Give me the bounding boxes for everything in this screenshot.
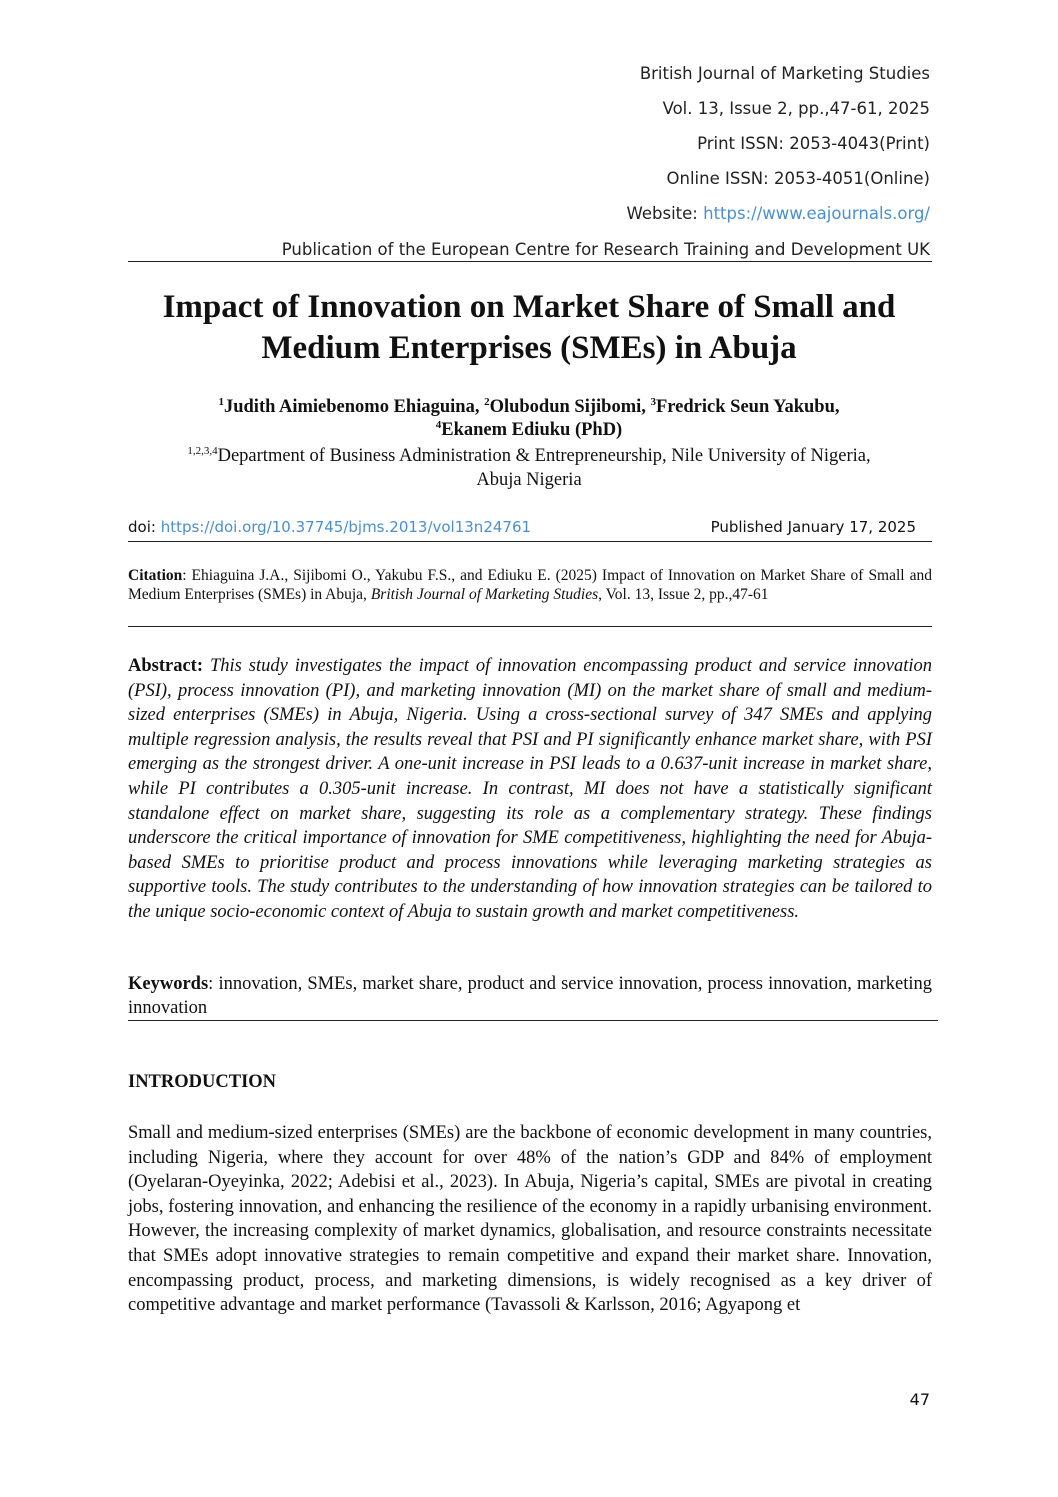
affiliation xyxy=(100,444,958,492)
affiliation-line-2: Abuja Nigeria xyxy=(476,470,582,490)
doi-row xyxy=(128,518,932,540)
keywords-divider xyxy=(128,1020,938,1021)
citation-divider xyxy=(128,626,932,627)
author-line-1 xyxy=(100,396,958,419)
website-label: Website: xyxy=(626,204,704,223)
citation-text-end: , Vol. 13, Issue 2, pp.,47-61 xyxy=(598,586,769,603)
citation xyxy=(128,566,932,604)
affiliation-text: Department of Business Administration & Entrepreneurship, Nile University of Nigeria, xyxy=(217,446,871,466)
volume-info: Vol. 13, Issue 2, pp.,47-61, 2025 xyxy=(662,99,930,118)
author-1-number: 1 xyxy=(218,396,224,408)
abstract-text: This study investigates the impact of innovation encompassing product and service innovation (PSI), process innovation (PI), and marketing innovation (MI) on the market share of small and medium-sized enterprises (SMEs) in Abuja, Nigeria. Using a cross-sectional survey of 347 SMEs and applying multiple regression analysis, the results reveal that PSI and PI significantly enhance market share, with PSI emerging as the strongest driver. A one-unit increase in PSI leads to a 0.637-unit increase in market share, while PI contributes a 0.305-unit increase. In contrast, MI does not have a statistically significant standalone effect on market share, suggesting its role as a complementary strategy. These findings underscore the critical importance of innovation for SME competitiveness, highlighting the need for Abuja-based SMEs to prioritise product and process innovations while leveraging marketing strategies as supportive tools. The study contributes to the understanding of how innovation strategies can be tailored to the unique socio-economic context of Abuja to sustain growth and market competitiveness. xyxy=(128,656,932,922)
citation-journal: British Journal of Marketing Studies xyxy=(370,586,599,603)
title-line-2: Medium Enterprises (SMEs) in Abuja xyxy=(261,330,797,366)
author-1-name: Judith Aimiebenomo Ehiaguina, xyxy=(223,397,485,417)
author-2-name: Olubodun Sijibomi, xyxy=(489,397,651,417)
citation-text: : Ehiaguina J.A., Sijibomi O., Yakubu F.S., and Ediuku E. (2025) Impact of Innovation on Market Share of Small and Medium Enterprises (SMEs) in Abuja, xyxy=(128,567,932,603)
abstract xyxy=(128,654,932,925)
introduction-paragraph: Small and medium-sized enterprises (SMEs) are the backbone of economic development in many countries, including Nigeria, where they account for over 48% of the nation’s GDP and 84% of employment (Oyelaran-Oyeyinka, 2022; Adebisi et al., 2023). In Abuja, Nigeria’s capital, SMEs are pivotal in creating jobs, fostering innovation, and enhancing the resilience of the economy in a rapidly urbanising environment. However, the increasing complexity of market dynamics, globalisation, and resource constraints necessitate that SMEs adopt innovative strategies to remain competitive and expand their market share. Innovation, encompassing product, process, and marketing dimensions, is widely recognised as a key driver of competitive advantage and market performance (Tavassoli & Karlsson, 2016; Agyapong et xyxy=(128,1123,932,1316)
affiliation-line-1 xyxy=(100,444,958,468)
article-title xyxy=(100,287,958,369)
online-issn: Online ISSN: 2053-4051(Online) xyxy=(666,169,930,188)
doi-link[interactable]: https://doi.org/10.37745/bjms.2013/vol13n24761 xyxy=(160,518,532,536)
author-3-number: 3 xyxy=(650,396,656,408)
section-heading: INTRODUCTION xyxy=(128,1072,277,1092)
website-link[interactable]: https://www.eajournals.org/ xyxy=(703,204,930,223)
affiliation-superscript: 1,2,3,4 xyxy=(187,445,218,457)
keywords-label: Keywords xyxy=(128,974,209,994)
doi-divider xyxy=(128,541,932,542)
doi-label: doi: xyxy=(128,518,161,536)
website-line xyxy=(627,204,930,223)
journal-name: British Journal of Marketing Studies xyxy=(639,64,930,83)
page-number: 47 xyxy=(909,1390,930,1409)
publisher-line: Publication of the European Centre for Research Training and Development UK xyxy=(281,240,930,259)
keywords xyxy=(128,972,932,1020)
published-date: Published January 17, 2025 xyxy=(710,518,916,536)
header-divider xyxy=(128,261,932,262)
title-line-1: Impact of Innovation on Market Share of Small and xyxy=(162,289,896,325)
author-2-number: 2 xyxy=(484,396,490,408)
abstract-label: Abstract: xyxy=(128,656,210,676)
author-line-2 xyxy=(100,419,958,442)
author-3-name: Fredrick Seun Yakubu, xyxy=(656,397,840,417)
author-4-name: Ekanem Ediuku (PhD) xyxy=(441,420,623,440)
doi-line xyxy=(128,518,531,536)
keywords-text: : innovation, SMEs, market share, product and service innovation, process innovation, marketing innovation xyxy=(128,974,932,1018)
print-issn: Print ISSN: 2053-4043(Print) xyxy=(697,134,930,153)
author-4-number: 4 xyxy=(435,419,442,431)
author-list xyxy=(100,396,958,442)
citation-label: Citation xyxy=(128,567,183,584)
